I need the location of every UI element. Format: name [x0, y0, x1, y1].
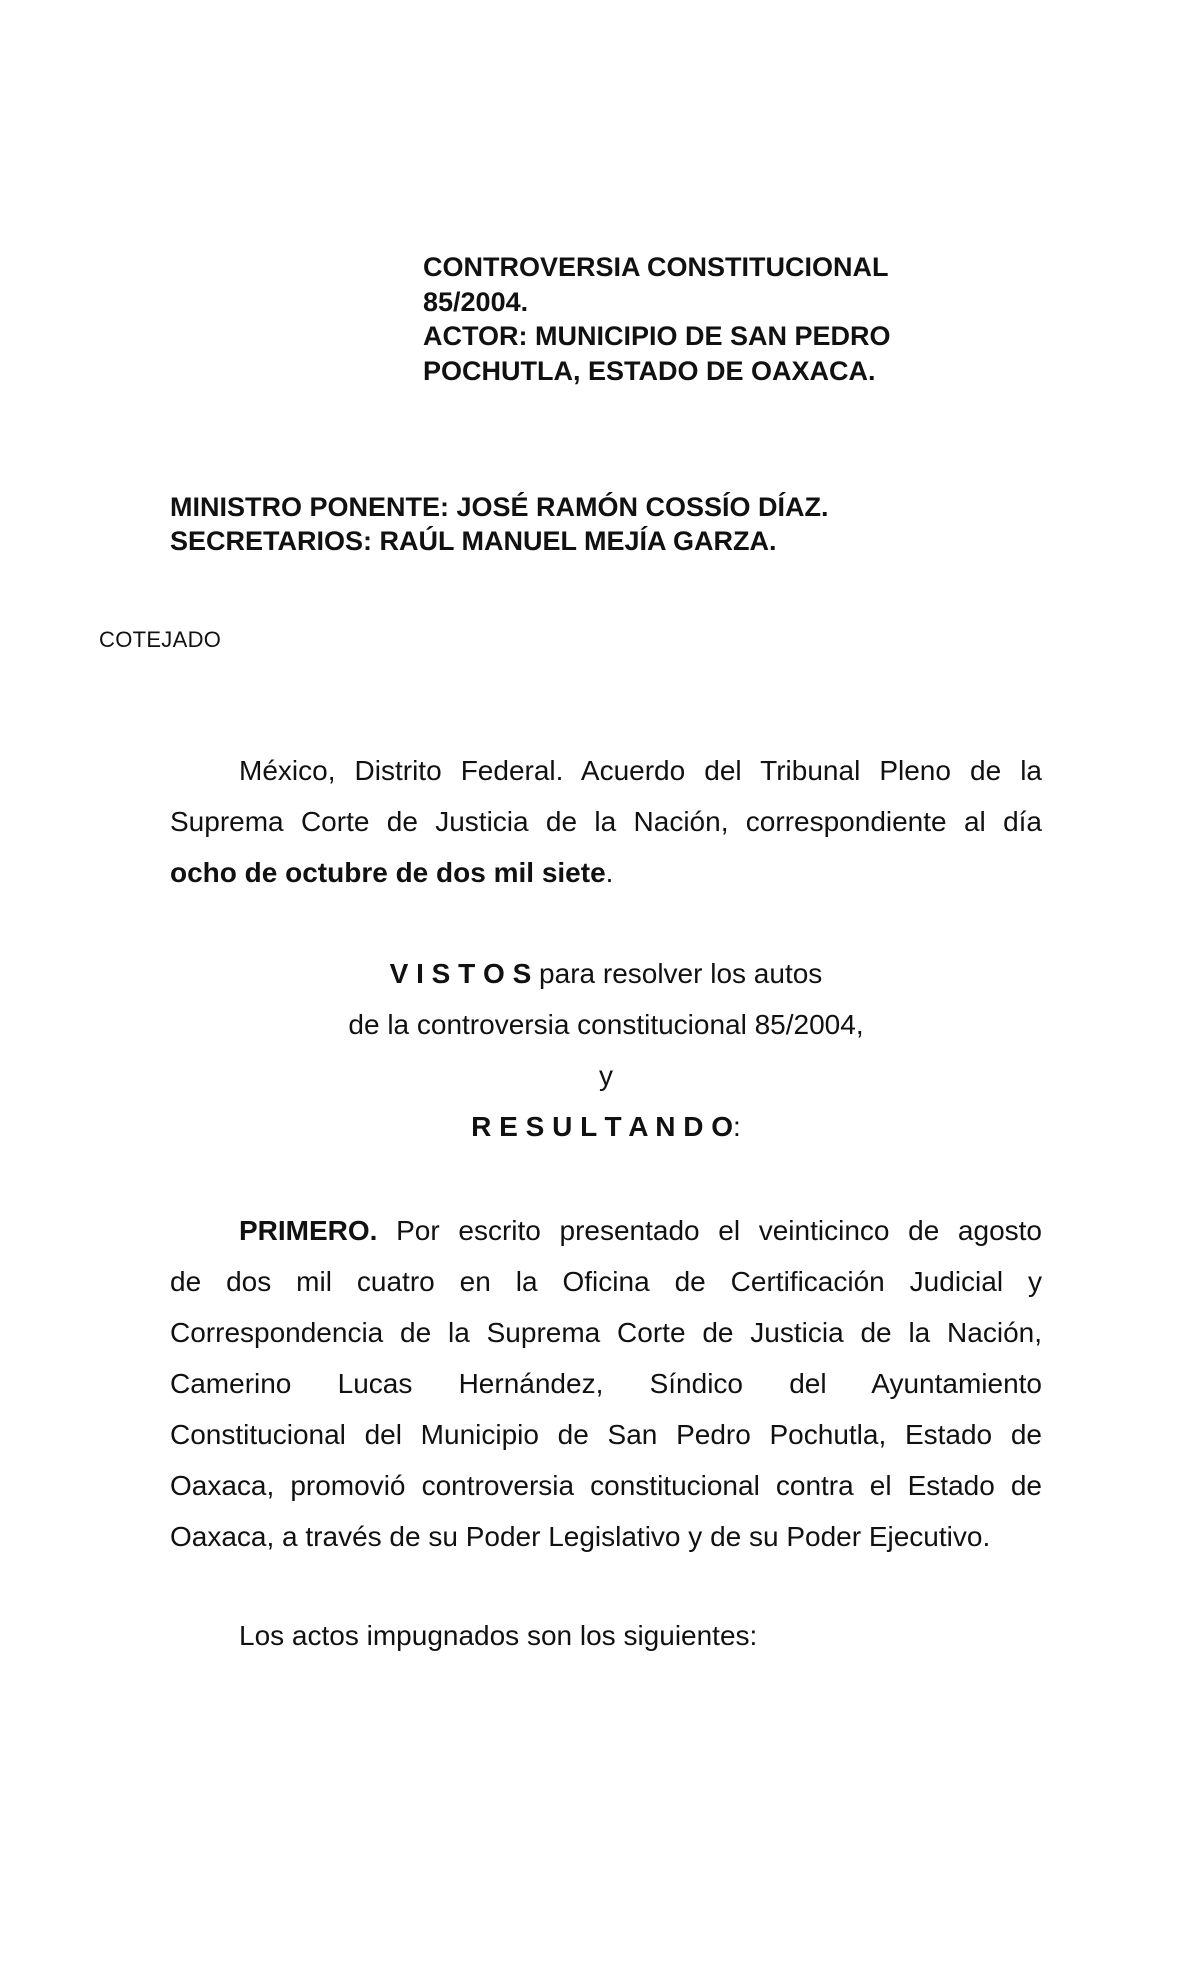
intro-date-line: [170, 847, 1042, 898]
resultando-heading: [170, 1101, 1042, 1152]
vistos-text: para resolver los autos: [531, 958, 823, 989]
vistos-label: V I S T O S: [389, 958, 532, 989]
primero-label: PRIMERO.: [239, 1215, 378, 1246]
primero-line: Oaxaca, a través de su Poder Legislativo y de su Poder Ejecutivo.: [170, 1521, 991, 1552]
intro-line: Suprema Corte de Justicia de la Nación, correspondiente al día: [170, 806, 1042, 837]
resultando-colon: :: [733, 1111, 741, 1142]
primero-line: Constitucional del Municipio de San Pedro Pochutla, Estado de: [170, 1419, 1042, 1450]
ministro-block: [170, 490, 1070, 558]
primero-paragraph: [170, 1205, 1042, 1562]
actos-line: Los actos impugnados son los siguientes:: [239, 1620, 758, 1651]
primero-line: [170, 1205, 1042, 1256]
ministro-ponente: MINISTRO PONENTE: JOSÉ RAMÓN COSSÍO DÍAZ.: [170, 492, 829, 522]
cotejado-stamp: COTEJADO: [99, 627, 222, 652]
actor-line: ACTOR: MUNICIPIO DE SAN PEDRO: [423, 321, 891, 351]
secretarios: SECRETARIOS: RAÚL MANUEL MEJÍA GARZA.: [170, 526, 777, 556]
intro-date-end: .: [605, 857, 614, 888]
primero-text: Por escrito presentado el veinticinco de agosto: [377, 1215, 1042, 1246]
case-number: 85/2004.: [423, 286, 529, 317]
vistos-line-2: de la controversia constitucional 85/2004,: [348, 1009, 864, 1040]
actos-paragraph: [170, 1610, 1042, 1661]
primero-line: Oaxaca, promovió controversia constitucional contra el Estado de: [170, 1470, 1042, 1501]
resultando-label: R E S U L T A N D O: [471, 1111, 734, 1142]
intro-line: México, Distrito Federal. Acuerdo del Tribunal Pleno de la: [239, 755, 1042, 786]
actor-line-continued: POCHUTLA, ESTADO DE OAXACA.: [423, 355, 876, 386]
intro-date: ocho de octubre de dos mil siete: [170, 857, 606, 888]
conjunction-y: y: [599, 1060, 613, 1091]
primero-line: de dos mil cuatro en la Oficina de Certificación Judicial y: [170, 1266, 1042, 1297]
intro-paragraph: [170, 745, 1042, 898]
primero-line: Correspondencia de la Suprema Corte de Justicia de la Nación,: [170, 1317, 1042, 1348]
case-title-line: CONTROVERSIA CONSTITUCIONAL: [423, 252, 889, 282]
vistos-line: [170, 948, 1042, 999]
case-header: [423, 250, 983, 388]
primero-line: Camerino Lucas Hernández, Síndico del Ayuntamiento: [170, 1368, 1042, 1399]
